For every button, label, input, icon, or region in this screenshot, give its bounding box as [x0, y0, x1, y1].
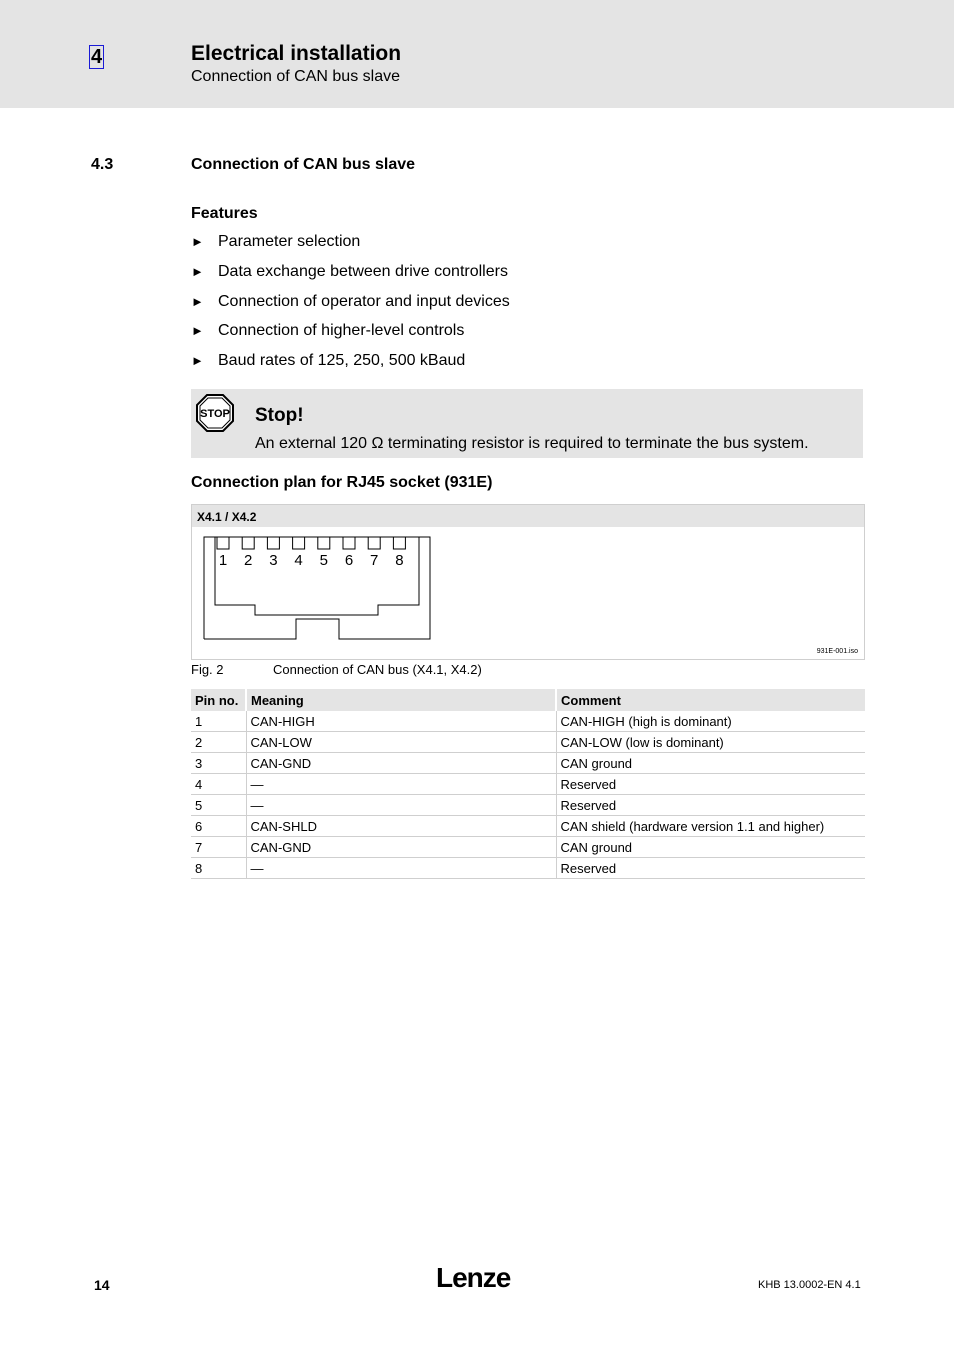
pin-cell: 2	[191, 732, 246, 753]
comment-cell: Reserved	[556, 795, 865, 816]
pin-label-8: 8	[395, 552, 404, 569]
lenze-logo: Lenze	[436, 1262, 511, 1293]
column-header-comment: Comment	[556, 689, 865, 711]
table-row	[191, 858, 865, 879]
list-item	[191, 321, 510, 351]
connection-plan-heading: Connection plan for RJ45 socket (931E)	[191, 474, 493, 491]
comment-cell: CAN ground	[556, 837, 865, 858]
document-reference: KHB 13.0002-EN 4.1	[758, 1279, 861, 1291]
pin-contact-3	[267, 537, 279, 549]
meaning-cell: —	[246, 858, 556, 879]
bullet-arrow-icon: ►	[191, 323, 204, 339]
section-number: 4.3	[91, 156, 114, 173]
pin-contact-8	[393, 537, 405, 549]
pin-cell: 7	[191, 837, 246, 858]
features-heading: Features	[191, 205, 258, 222]
list-item	[191, 292, 510, 322]
bullet-arrow-icon: ►	[191, 263, 204, 279]
pin-label-5: 5	[319, 552, 328, 569]
meaning-cell: —	[246, 795, 556, 816]
pin-contact-4	[293, 537, 305, 549]
feature-text: Connection of operator and input devices	[218, 292, 510, 310]
comment-cell: CAN shield (hardware version 1.1 and higher)	[556, 816, 865, 837]
chapter-subtitle: Connection of CAN bus slave	[191, 68, 400, 85]
pin-cell: 8	[191, 858, 246, 879]
connector-figure	[191, 504, 865, 660]
chapter-title: Electrical installation	[191, 42, 402, 65]
page-number: 14	[94, 1277, 110, 1293]
chapter-number: 4	[90, 46, 103, 68]
pin-cell: 3	[191, 753, 246, 774]
pin-label-3: 3	[269, 552, 278, 569]
comment-cell: CAN-LOW (low is dominant)	[556, 732, 865, 753]
table-header-row	[191, 689, 865, 711]
table-row	[191, 753, 865, 774]
column-header-meaning: Meaning	[246, 689, 556, 711]
stop-sign-icon	[196, 394, 234, 432]
feature-text: Data exchange between drive controllers	[218, 262, 508, 280]
stop-text: An external 120 Ω terminating resistor is required to terminate the bus system.	[255, 435, 809, 452]
list-item	[191, 351, 510, 381]
comment-cell: Reserved	[556, 774, 865, 795]
stop-title: Stop!	[255, 405, 304, 426]
pin-contact-6	[343, 537, 355, 549]
comment-cell: CAN-HIGH (high is dominant)	[556, 711, 865, 732]
comment-cell: CAN ground	[556, 753, 865, 774]
list-item	[191, 232, 510, 262]
pin-table	[191, 689, 865, 879]
pin-contact-2	[242, 537, 254, 549]
figure-label: Fig. 2	[191, 662, 224, 677]
rj45-socket-diagram	[202, 535, 432, 641]
section-title: Connection of CAN bus slave	[191, 156, 416, 173]
pin-cell: 6	[191, 816, 246, 837]
pin-label-4: 4	[294, 552, 303, 569]
comment-cell: Reserved	[556, 858, 865, 879]
meaning-cell: CAN-GND	[246, 753, 556, 774]
meaning-cell: CAN-LOW	[246, 732, 556, 753]
feature-list	[191, 232, 510, 381]
bullet-arrow-icon: ►	[191, 293, 204, 309]
figure-file-name: 931E-001.iso	[816, 648, 858, 655]
table-row	[191, 837, 865, 858]
pin-group	[217, 537, 405, 569]
pin-label-1: 1	[218, 552, 228, 569]
meaning-cell: CAN-HIGH	[246, 711, 556, 732]
meaning-cell: CAN-GND	[246, 837, 556, 858]
bullet-arrow-icon: ►	[191, 353, 204, 369]
table-row	[191, 711, 865, 732]
pin-cell: 4	[191, 774, 246, 795]
pin-cell: 1	[191, 711, 246, 732]
stop-note	[191, 389, 863, 458]
pin-label-2: 2	[244, 552, 253, 569]
pin-contact-1	[217, 537, 229, 549]
pin-label-7: 7	[370, 552, 379, 569]
meaning-cell: —	[246, 774, 556, 795]
pin-contact-7	[368, 537, 380, 549]
table-row	[191, 816, 865, 837]
header-band	[0, 0, 954, 108]
pin-contact-5	[318, 537, 330, 549]
figure-caption: Connection of CAN bus (X4.1, X4.2)	[273, 662, 482, 677]
table-row	[191, 795, 865, 816]
table-row	[191, 732, 865, 753]
meaning-cell: CAN-SHLD	[246, 816, 556, 837]
feature-text: Connection of higher-level controls	[218, 322, 465, 340]
bullet-arrow-icon: ►	[191, 234, 204, 249]
figure-header: X4.1 / X4.2	[192, 505, 864, 527]
pin-cell: 5	[191, 795, 246, 816]
stop-icon-text: STOP	[200, 408, 230, 420]
pin-label-6: 6	[344, 552, 354, 569]
column-header-pin: Pin no.	[191, 689, 246, 711]
feature-text: Baud rates of 125, 250, 500 kBaud	[218, 352, 466, 370]
feature-text: Parameter selection	[218, 233, 361, 250]
list-item	[191, 262, 510, 292]
table-row	[191, 774, 865, 795]
